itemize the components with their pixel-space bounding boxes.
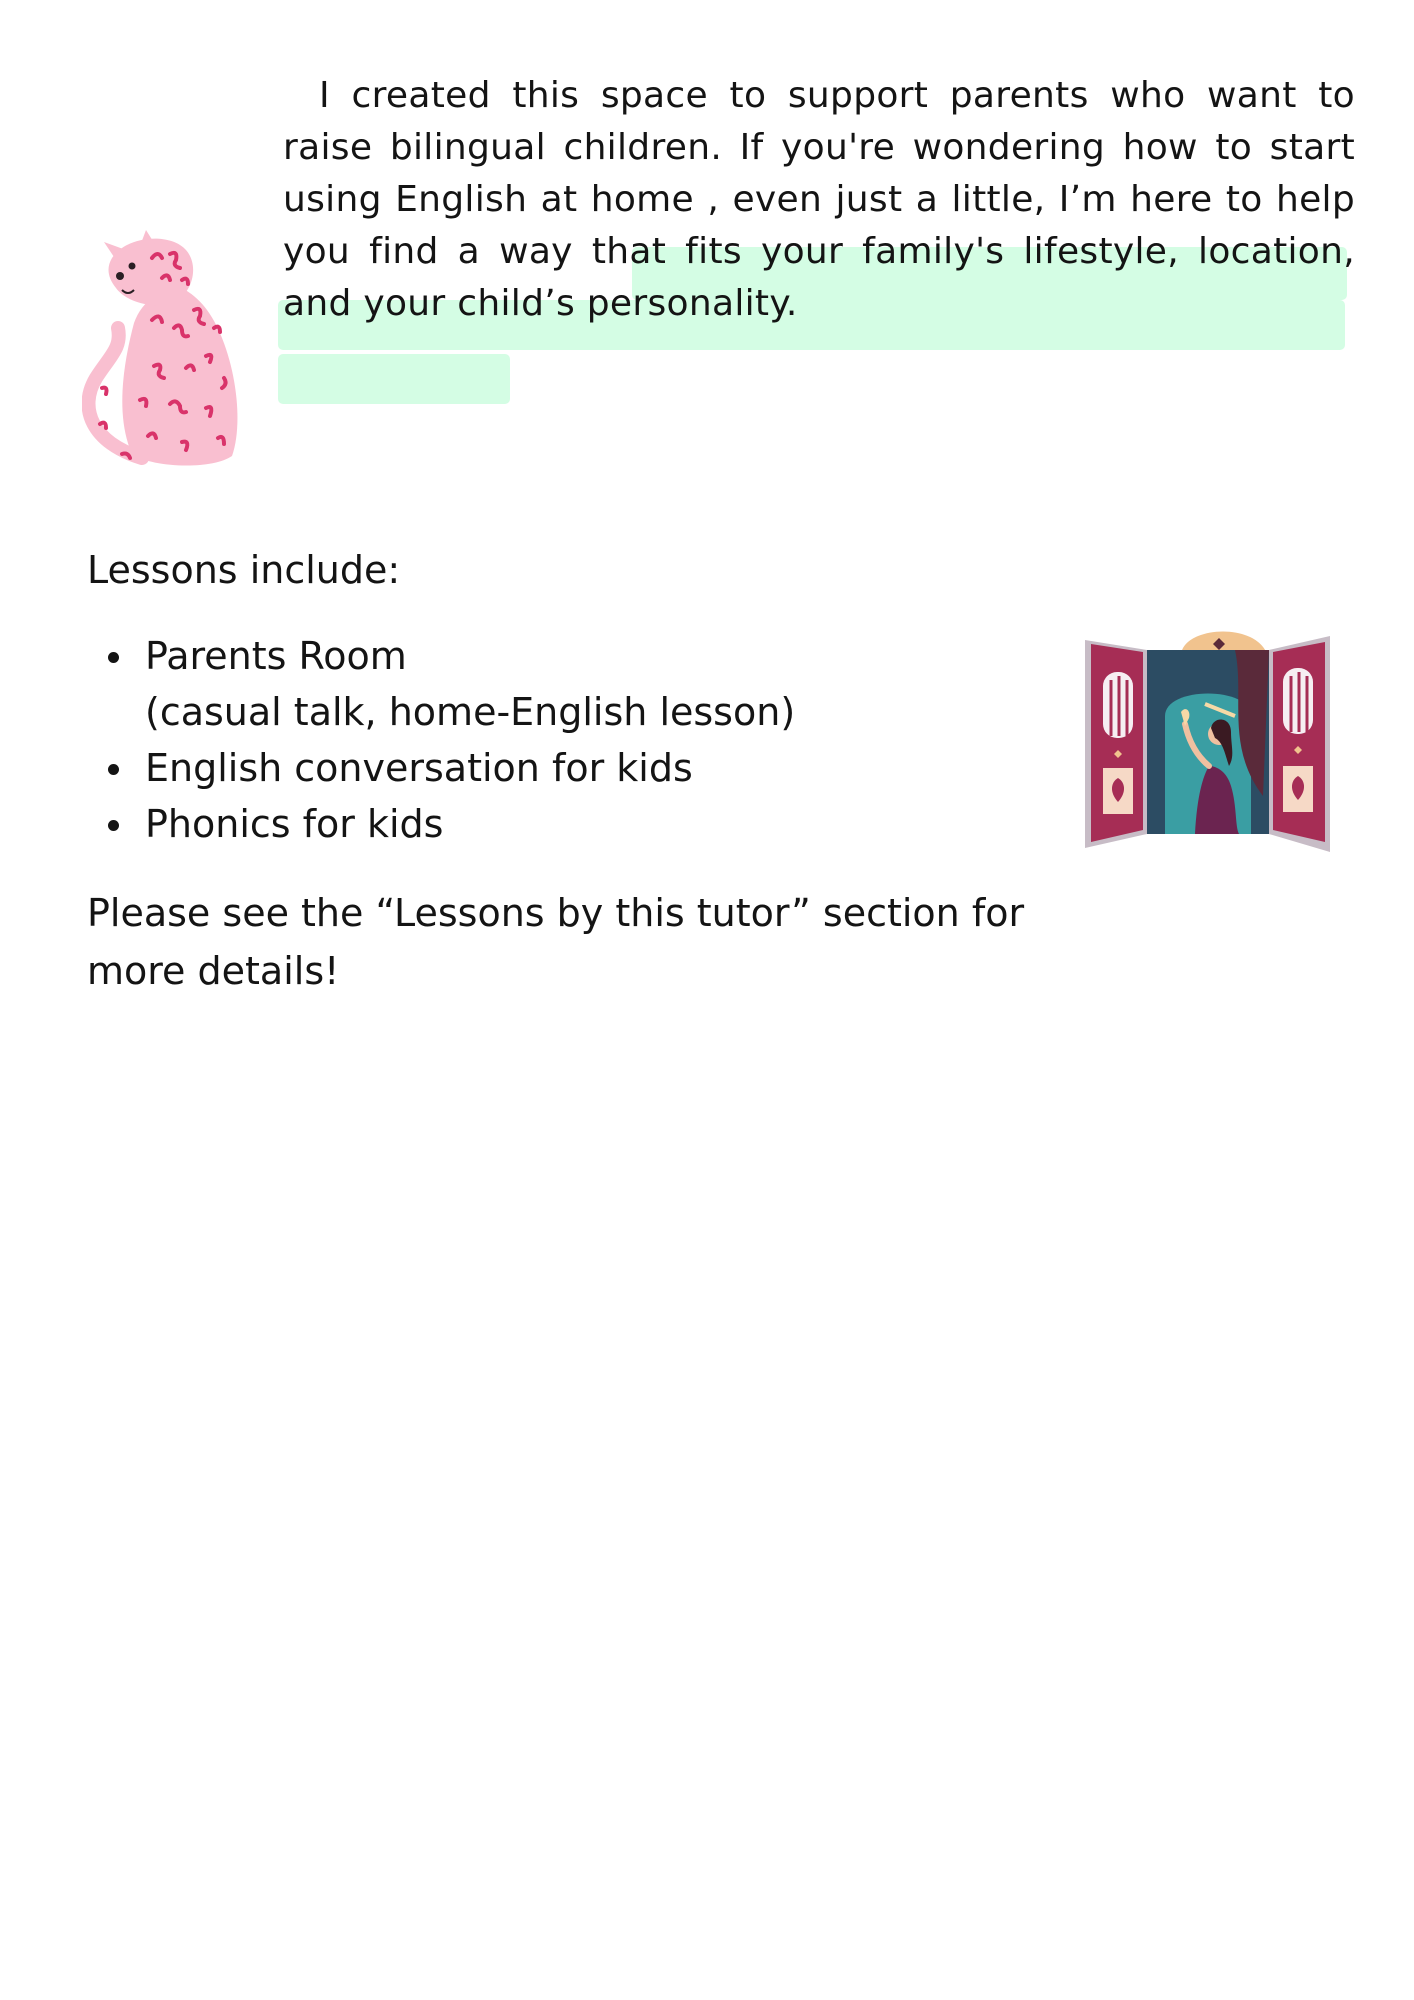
lessons-heading: Lessons include:	[87, 548, 401, 592]
list-item	[100, 796, 795, 852]
details-note: Please see the “Lessons by this tutor” section for more details!	[87, 891, 1025, 993]
cheetah-illustration	[82, 228, 250, 470]
lesson-label: Parents Room	[145, 634, 407, 678]
text-highlight	[278, 354, 510, 404]
lesson-label: Phonics for kids	[145, 802, 444, 846]
lesson-label: English conversation for kids	[145, 746, 693, 790]
list-item	[100, 740, 795, 796]
window-dancer-illustration	[1085, 616, 1330, 856]
lesson-detail: (casual talk, home-English lesson)	[145, 690, 796, 734]
intro-paragraph: I created this space to support parents who want to raise bilingual children. If you're wondering how to start using English at home , even just a little, I’m here to help you find a way that fits your family's lifestyle, location, and your child’s personality.	[283, 75, 1355, 324]
list-item	[100, 628, 795, 740]
lessons-list	[100, 628, 795, 852]
